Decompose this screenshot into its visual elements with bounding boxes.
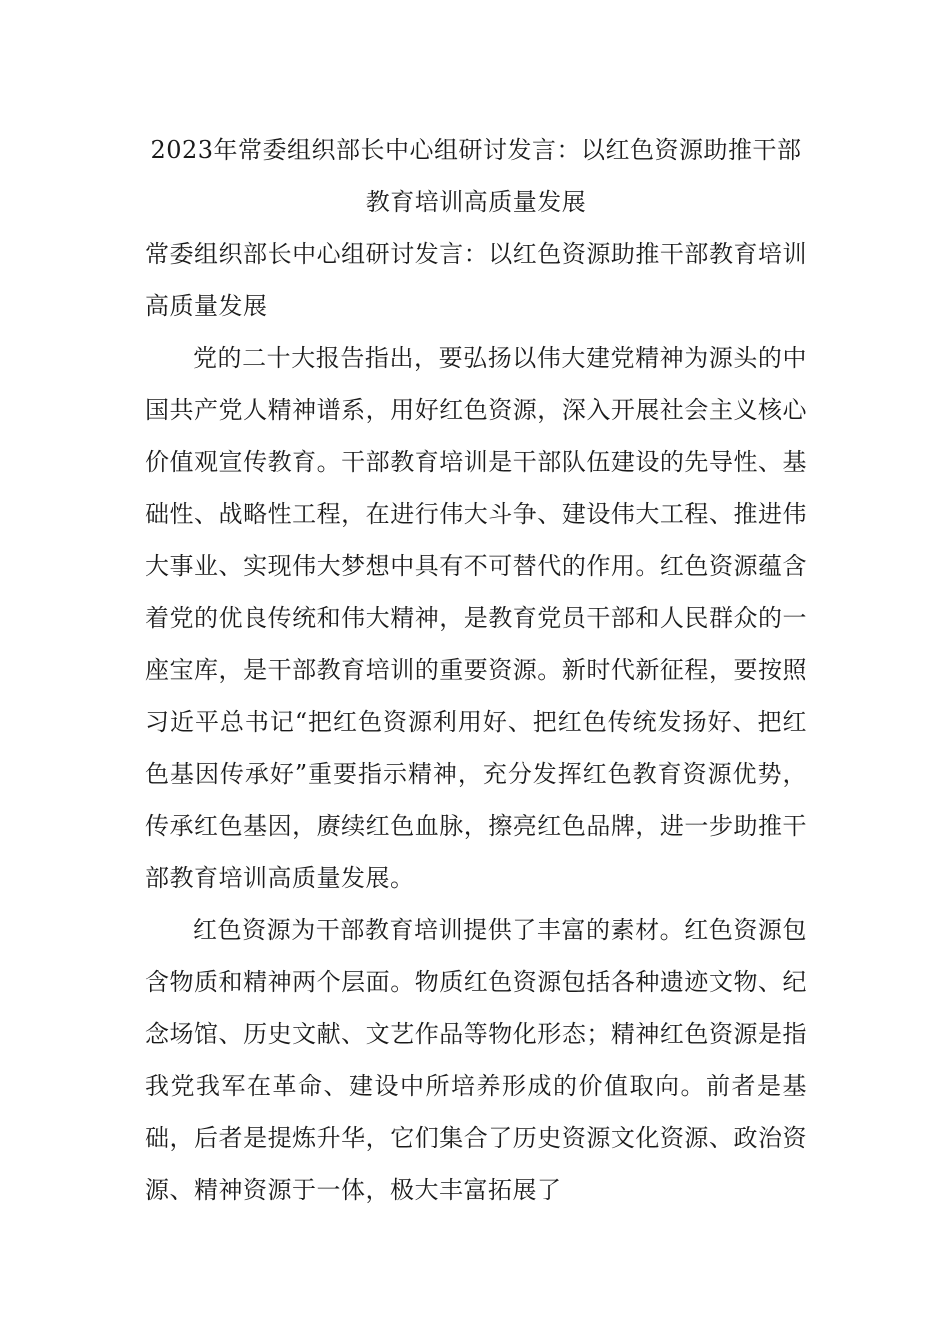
paragraph-2: 红色资源为干部教育培训提供了丰富的素材。红色资源包含物质和精神两个层面。物质红色资源包括各种遗迹文物、纪念场馆、历史文献、文艺作品等物化形态；精神红色资源是指我党我军在革命、建设中所培养形成的价值取向。前者是基础，后者是提炼升华，它们集合了历史资源文化资源、政治资源、精神资源于一体，极大丰富拓展了 (145, 916, 807, 1204)
paragraph-1: 党的二十大报告指出，要弘扬以伟大建党精神为源头的中国共产党人精神谱系，用好红色资源，深入开展社会主义核心价值观宣传教育。干部教育培训是干部队伍建设的先导性、基础性、战略性工程，在进行伟大斗争、建设伟大工程、推进伟大事业、实现伟大梦想中具有不可替代的作用。红色资源蕴含着党的优良传统和伟大精神，是教育党员干部和人民群众的一座宝库，是干部教育培训的重要资源。新时代新征程，要按照习近平总书记“把红色资源利用好、把红色传统发扬好、把红色基因传承好”重要指示精神，充分发挥红色教育资源优势，传承红色基因，赓续红色血脉，擦亮红色品牌，进一步助推干部教育培训高质量发展。 (145, 344, 807, 892)
document-subtitle: 常委组织部长中心组研讨发言：以红色资源助推干部教育培训高质量发展 (145, 240, 807, 320)
document-title: 2023年常委组织部长中心组研讨发言：以红色资源助推干部教育培训高质量发展 (150, 136, 802, 216)
document-page (145, 124, 807, 1216)
